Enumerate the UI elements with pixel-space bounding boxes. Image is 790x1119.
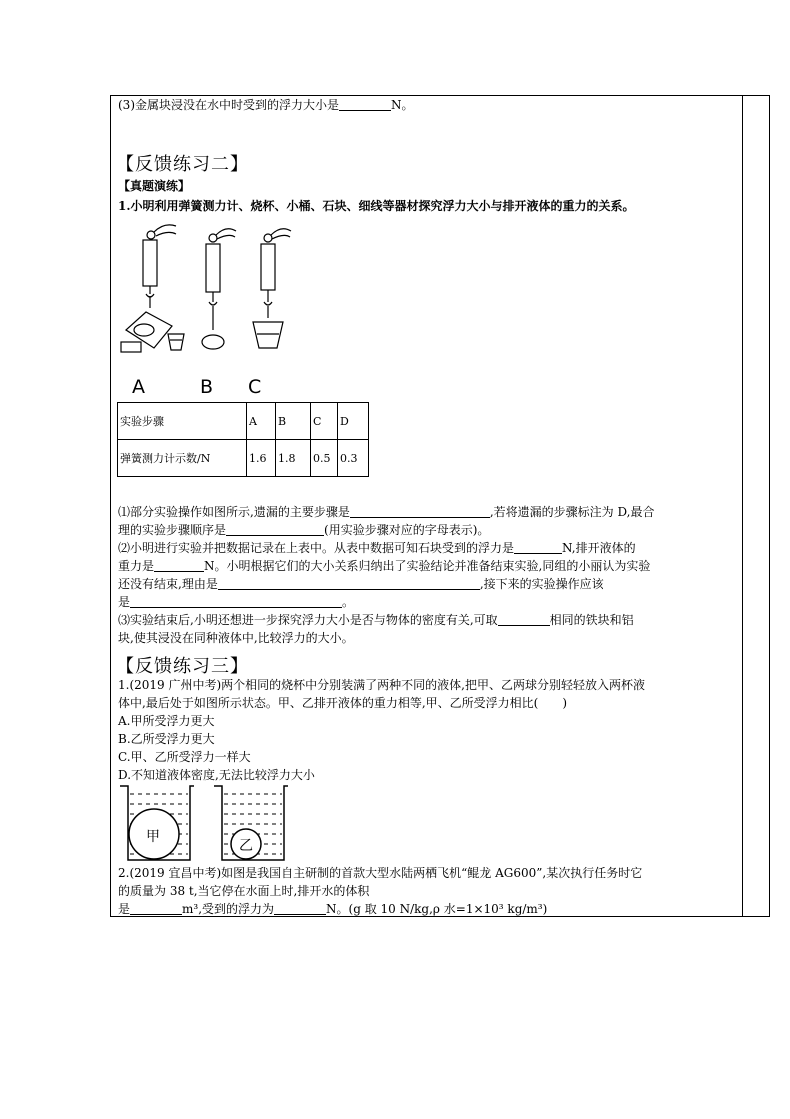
table-header-cell: D (338, 403, 369, 440)
spring-scale-figure (118, 218, 308, 358)
q2-text: 还没有结束,理由是 (118, 577, 218, 591)
right-column-divider (742, 95, 743, 917)
table-cell: 弹簧测力计示数/N (118, 440, 247, 477)
answer-blank[interactable] (498, 613, 550, 626)
beakers-figure (118, 782, 308, 866)
s3-q1-line-2: 体中,最后处于如图所示状态。甲、乙排开液体的重力相等,甲、乙所受浮力相比( ) (118, 696, 567, 710)
figure-label-a: A (132, 376, 145, 398)
s3-q2-line-1: 2.(2019 宜昌中考)如图是我国自主研制的首款大型水陆两栖飞机“鲲龙 AG600”,某次执行任务时它 (118, 866, 643, 880)
s3-q2-text: m³,受到的浮力为 (182, 902, 275, 916)
answer-blank[interactable] (130, 902, 182, 915)
q1-line-2 (118, 521, 489, 539)
section2-subtitle: 【真题演练】 (118, 179, 191, 193)
q1-text: (用实验步骤对应的字母表示)。 (324, 523, 490, 537)
answer-blank[interactable] (350, 505, 490, 518)
option-c: C.甲、乙所受浮力一样大 (118, 750, 251, 764)
ball-yi-label: 乙 (239, 838, 253, 854)
answer-blank[interactable] (218, 577, 480, 590)
figure-label-b: B (200, 376, 214, 398)
q1-line-1 (118, 503, 654, 521)
q2-text: N。小明根据它们的大小关系归纳出了实验结论并准备结束实验,同组的小丽认为实验 (204, 559, 651, 573)
answer-blank[interactable] (514, 541, 562, 554)
table-cell: 1.6 (247, 440, 276, 477)
option-b: B.乙所受浮力更大 (118, 732, 215, 746)
table-header-cell: B (276, 403, 311, 440)
q2-text: ,接下来的实验操作应该 (479, 577, 604, 591)
ball-jia-label: 甲 (146, 829, 160, 845)
option-d: D.不知道液体密度,无法比较浮力大小 (118, 768, 315, 782)
table-header-cell: A (247, 403, 276, 440)
table-cell: 0.5 (311, 440, 338, 477)
q2-line-2 (118, 557, 650, 575)
section3-title: 【反馈练习三】 (116, 656, 249, 677)
table-header-cell: C (311, 403, 338, 440)
answer-blank[interactable] (274, 902, 326, 915)
s3-q2-text: N。(g 取 10 N/kg,ρ 水=1×10³ kg/m³) (326, 902, 548, 916)
section2-title: 【反馈练习二】 (116, 154, 249, 175)
q2-text: 是 (118, 595, 131, 609)
q1-text: ⑴部分实验操作如图所示,遗漏的主要步骤是 (118, 505, 350, 519)
answer-blank[interactable] (130, 595, 342, 608)
q3-text: ⑶实验结束后,小明还想进一步探究浮力大小是否与物体的密度有关,可取 (118, 613, 498, 627)
s3-q2-line-3 (118, 900, 547, 918)
answer-blank[interactable] (339, 98, 391, 111)
q3-line-2: 块,使其浸没在同种液体中,比较浮力的大小。 (118, 631, 354, 645)
q2-text: N,排开液体的 (562, 541, 636, 555)
q3-text: 相同的铁块和铝 (549, 613, 634, 627)
table-row (118, 403, 369, 440)
q2-text: ⑵小明进行实验并把数据记录在上表中。从表中数据可知石块受到的浮力是 (118, 541, 515, 555)
prev-question-line (118, 96, 414, 114)
q1-text: ,若将遗漏的步骤标注为 D,最合 (489, 505, 655, 519)
q1-text: 理的实验步骤顺序是 (118, 523, 227, 537)
table-row (118, 440, 369, 477)
table-header-cell: 实验步骤 (118, 403, 247, 440)
s3-q1-line-1: 1.(2019 广州中考)两个相同的烧杯中分别装满了两种不同的液体,把甲、乙两球分别轻轻放入两杯液 (118, 678, 645, 692)
q2-text: 重力是 (118, 559, 155, 573)
q2-line-1 (118, 539, 636, 557)
q2-line-4 (118, 593, 354, 611)
answer-blank[interactable] (226, 523, 324, 536)
option-a: A.甲所受浮力更大 (118, 714, 215, 728)
prev-question-text: (3)金属块浸没在水中时受到的浮力大小是 (118, 98, 339, 112)
data-table (117, 402, 369, 477)
table-cell: 1.8 (276, 440, 311, 477)
s3-q2-line-2: 的质量为 38 t,当它停在水面上时,排开水的体积 (118, 884, 370, 898)
prev-question-unit: N。 (391, 98, 414, 112)
q2-text: 。 (342, 595, 355, 609)
q2-line-3 (118, 575, 604, 593)
answer-blank[interactable] (154, 559, 204, 572)
table-cell: 0.3 (338, 440, 369, 477)
s3-q2-text: 是 (118, 902, 131, 916)
q3-line-1 (118, 611, 634, 629)
figure-label-c: C (248, 376, 262, 398)
problem1-text: 1.小明利用弹簧测力计、烧杯、小桶、石块、细线等器材探究浮力大小与排开液体的重力的关系。 (118, 199, 635, 213)
